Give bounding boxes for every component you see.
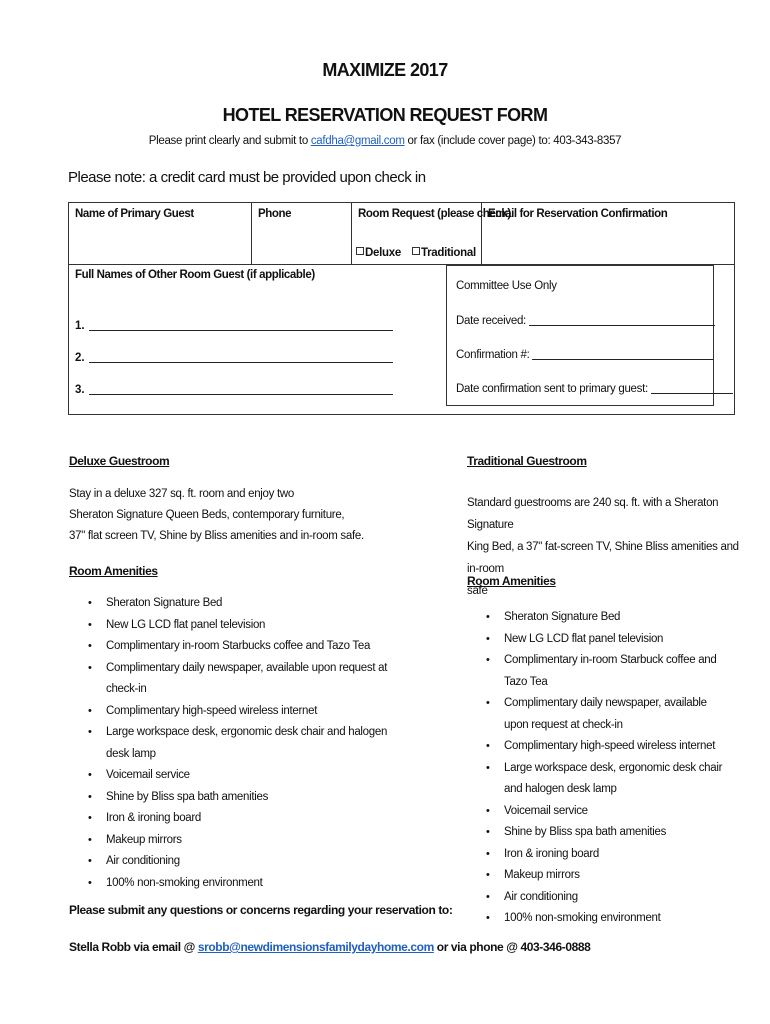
description-line: safe [467,585,488,597]
table-col-divider [251,202,252,264]
list-item: • Sheraton Signature Bed [72,593,412,615]
deluxe-checkbox-option[interactable] [356,247,401,259]
list-item: • Iron & ironing board [470,844,734,866]
contact-suffix: or via phone @ 403-346-0888 [433,940,591,954]
list-item: • Shine by Bliss spa bath amenities [72,787,412,809]
list-item: • 100% non-smoking environment [72,873,412,895]
guest-line-2[interactable] [75,352,393,364]
primary-guest-header: Name of Primary Guest [75,208,194,220]
date-sent-field[interactable] [651,393,733,394]
list-item: • Large workspace desk, ergonomic desk chair and halogen desk lamp [470,758,734,801]
guest-line-1[interactable] [75,320,393,332]
guest-name-field[interactable] [89,362,393,363]
list-item: • Complimentary high-speed wireless internet [470,736,734,758]
submit-instructions [0,135,770,147]
deluxe-option-label: Deluxe [365,247,401,259]
date-sent-row [456,383,733,395]
committee-use-box [446,265,714,406]
traditional-checkbox-option[interactable] [412,247,476,259]
traditional-amenities-heading: Room Amenities [467,574,556,588]
list-item: • Complimentary high-speed wireless internet [72,701,412,723]
form-title: HOTEL RESERVATION REQUEST FORM [222,105,548,125]
list-item: • Sheraton Signature Bed [470,607,734,629]
table-col-divider [351,202,352,264]
description-line: Standard guestrooms are 240 sq. ft. with a Sheraton Signature [467,497,719,531]
list-item: • Shine by Bliss spa bath amenities [470,822,734,844]
list-item: • Complimentary in-room Starbucks coffee and Tazo Tea [72,636,412,658]
description-line: Sheraton Signature Queen Beds, contemporary furniture, [69,509,345,521]
table-right-border [734,202,735,414]
list-item: • New LG LCD flat panel television [72,615,412,637]
list-item: • Large workspace desk, ergonomic desk chair and halogen desk lamp [72,722,412,765]
list-item: • 100% non-smoking environment [470,908,734,930]
list-item: • New LG LCD flat panel television [470,629,734,651]
room-request-header: Room Request (please check) [358,208,511,220]
list-item: • Complimentary in-room Starbuck coffee and Tazo Tea [470,650,734,693]
traditional-option-label: Traditional [421,247,476,259]
list-item: • Voicemail service [72,765,412,787]
contact-prefix: Stella Robb via email @ [69,940,198,954]
submit-suffix: or fax (include cover page) to: 403-343-8357 [404,135,622,147]
guest-name-field[interactable] [89,330,393,331]
confirmation-field[interactable] [532,359,713,360]
deluxe-description [69,484,369,547]
deluxe-amenities-list [72,593,412,894]
list-item: • Voicemail service [470,801,734,823]
guest-name-field[interactable] [89,394,393,395]
checkbox-icon[interactable] [356,247,364,255]
list-item: • Complimentary daily newspaper, available upon request at check-in [470,693,734,736]
phone-header: Phone [258,208,292,220]
checkbox-icon[interactable] [412,247,420,255]
guest-line-number: 1. [75,320,85,332]
guest-line-number: 3. [75,384,85,396]
date-received-row [456,315,715,327]
date-received-field[interactable] [529,325,715,326]
deluxe-heading: Deluxe Guestroom [69,454,170,468]
table-bottom-border [68,414,735,415]
traditional-amenities-list [470,607,734,930]
guest-line-3[interactable] [75,384,393,396]
list-item: • Air conditioning [470,887,734,909]
table-left-border [68,202,69,414]
table-top-border [68,202,735,203]
confirmation-label: Confirmation #: [456,349,530,361]
committee-title: Committee Use Only [456,280,557,292]
contact-email-link[interactable]: srobb@newdimensionsfamilydayhome.com [197,940,434,954]
email-confirmation-header: Email for Reservation Confirmation [488,208,668,220]
date-received-label: Date received: [456,315,526,327]
questions-text: Please submit any questions or concerns regarding your reservation to: [69,903,453,917]
other-guests-label: Full Names of Other Room Guest (if applicable) [75,269,315,281]
deluxe-amenities-heading: Room Amenities [69,564,158,578]
list-item: • Air conditioning [72,851,412,873]
list-item: • Iron & ironing board [72,808,412,830]
submit-prefix: Please print clearly and submit to [148,135,311,147]
guest-line-number: 2. [75,352,85,364]
description-line: Stay in a deluxe 327 sq. ft. room and enjoy two [69,488,294,500]
contact-line [69,940,590,954]
submit-email-link[interactable]: cafdha@gmail.com [310,135,405,147]
traditional-heading: Traditional Guestroom [467,454,587,468]
credit-card-note: Please note: a credit card must be provided upon check in [68,169,426,186]
confirmation-row [456,349,713,361]
list-item: • Makeup mirrors [72,830,412,852]
list-item: • Makeup mirrors [470,865,734,887]
description-line: King Bed, a 37" fat-screen TV, Shine Bliss amenities and in-room [467,541,739,575]
page-title: MAXIMIZE 2017 [322,60,448,80]
date-sent-label: Date confirmation sent to primary guest: [456,383,648,395]
list-item: • Complimentary daily newspaper, available upon request at check-in [72,658,412,701]
description-line: 37" flat screen TV, Shine by Bliss amenities and in-room safe. [69,530,364,542]
